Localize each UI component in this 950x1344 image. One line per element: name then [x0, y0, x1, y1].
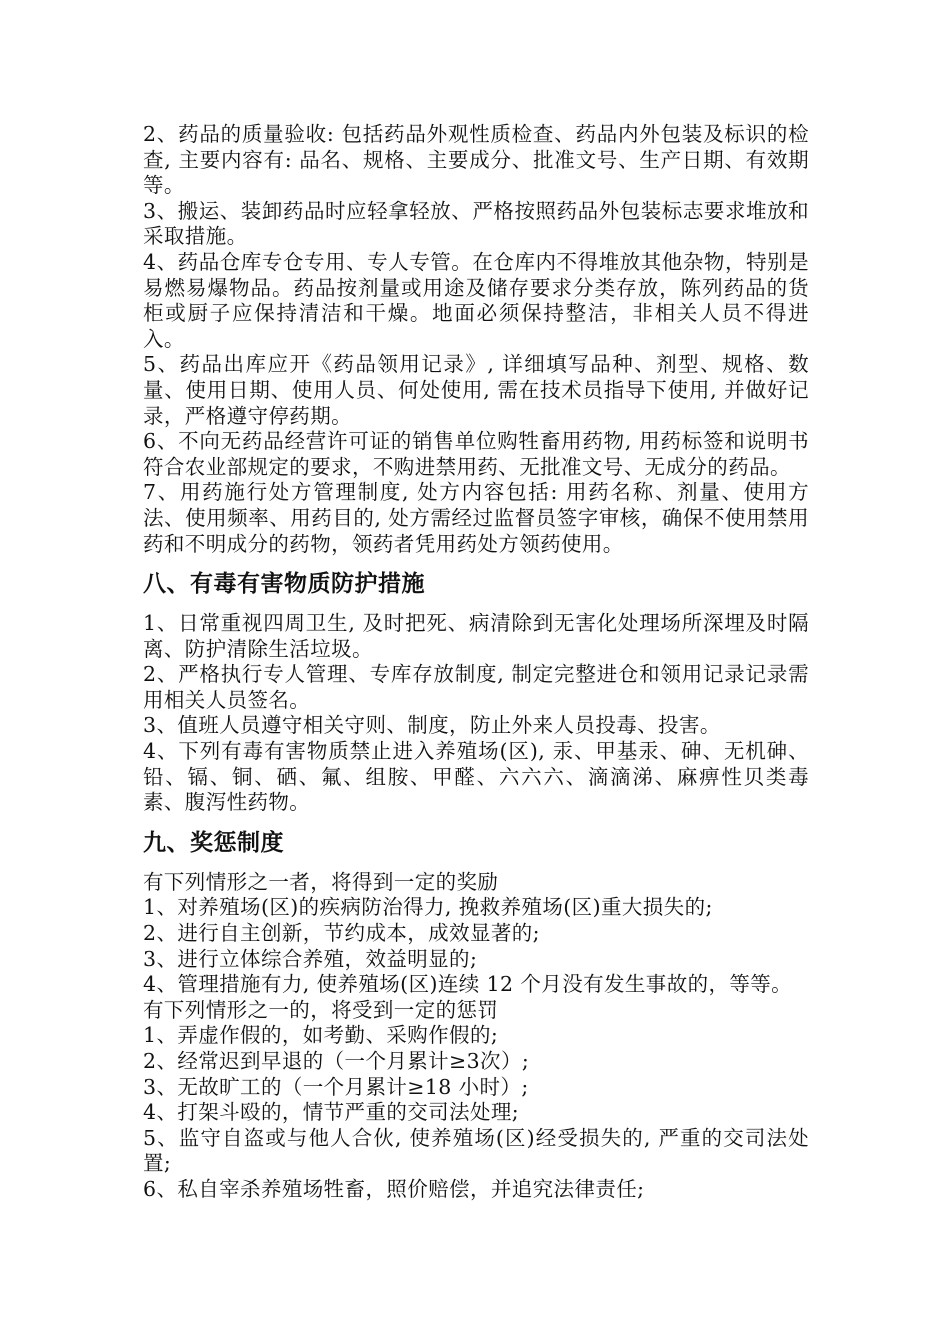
list-item: 2、严格执行专人管理、专库存放制度, 制定完整进仓和领用记录记录需用相关人员签名。	[143, 662, 809, 712]
list-item: 4、打架斗殴的，情节严重的交司法处理;	[143, 1100, 520, 1125]
list-item: 有下列情形之一者，将得到一定的奖励	[143, 869, 499, 894]
list-item: 有下列情形之一的，将受到一定的惩罚	[143, 997, 499, 1022]
document-page	[143, 122, 809, 1203]
list-item: 4、药品仓库专仓专用、专人专管。在仓库内不得堆放其他杂物，特别是易燃易爆物品。药品按剂量或用途及储存要求分类存放，陈列药品的货柜或厨子应保持清洁和干燥。地面必须保持整洁，非相关人员不得进入。	[143, 249, 809, 351]
list-item: 2、药品的质量验收: 包括药品外观性质检查、药品内外包装及标识的检查, 主要内容有: 品名、规格、主要成分、批准文号、生产日期、有效期等。	[143, 122, 809, 198]
list-item: 1、对养殖场(区)的疾病防治得力, 挽救养殖场(区)重大损失的;	[143, 895, 713, 920]
list-item: 3、无故旷工的（一个月累计≥18 小时）;	[143, 1074, 529, 1099]
list-item: 3、搬运、装卸药品时应轻拿轻放、严格按照药品外包装标志要求堆放和采取措施。	[143, 198, 809, 249]
list-item: 2、进行自主创新，节约成本，成效显著的;	[143, 921, 540, 946]
list-item: 1、弄虚作假的，如考勤、采购作假的;	[143, 1023, 499, 1048]
list-item: 7、用药施行处方管理制度, 处方内容包括: 用药名称、剂量、使用方法、使用频率、用药目的, 处方需经过监督员签字审核，确保不使用禁用药和不明成分的药物，领药者凭用药处方领药使用。	[143, 480, 809, 556]
list-item: 6、私自宰杀养殖场牲畜，照价赔偿，并追究法律责任;	[143, 1176, 645, 1201]
list-item: 2、经常迟到早退的（一个月累计≥3次）;	[143, 1049, 530, 1073]
list-item: 3、值班人员遵守相关守则、制度，防止外来人员投毒、投害。	[143, 713, 721, 738]
section-rewards-penalties	[143, 828, 809, 1203]
section-heading: 八、有毒有害物质防护措施	[143, 571, 425, 598]
list-item: 1、日常重视四周卫生, 及时把死、病清除到无害化处理场所深埋及时隔离、防护清除生活垃圾。	[143, 611, 809, 661]
list-item: 6、不向无药品经营许可证的销售单位购牲畜用药物, 用药标签和说明书符合农业部规定的要求，不购进禁用药、无批准文号、无成分的药品。	[143, 429, 809, 479]
drug-management-list	[143, 122, 809, 557]
list-item: 4、管理措施有力, 使养殖场(区)连续 12 个月没有发生事故的，等等。	[143, 972, 793, 997]
list-item: 3、进行立体综合养殖，效益明显的;	[143, 946, 478, 971]
section-toxic-protection	[143, 569, 809, 816]
list-item: 4、下列有毒有害物质禁止进入养殖场(区), 汞、甲基汞、砷、无机砷、铅、镉、铜、硒、氟、组胺、甲醛、六六六、滴滴涕、麻痹性贝类毒素、腹泻性药物。	[143, 739, 809, 815]
list-item: 5、药品出库应开《药品领用记录》, 详细填写品种、剂型、规格、数量、使用日期、使用人员、何处使用, 需在技术员指导下使用, 并做好记录，严格遵守停药期。	[143, 352, 809, 428]
section-heading: 九、奖惩制度	[143, 829, 284, 856]
list-item: 5、监守自盗或与他人合伙, 使养殖场(区)经受损失的, 严重的交司法处置;	[143, 1125, 809, 1176]
